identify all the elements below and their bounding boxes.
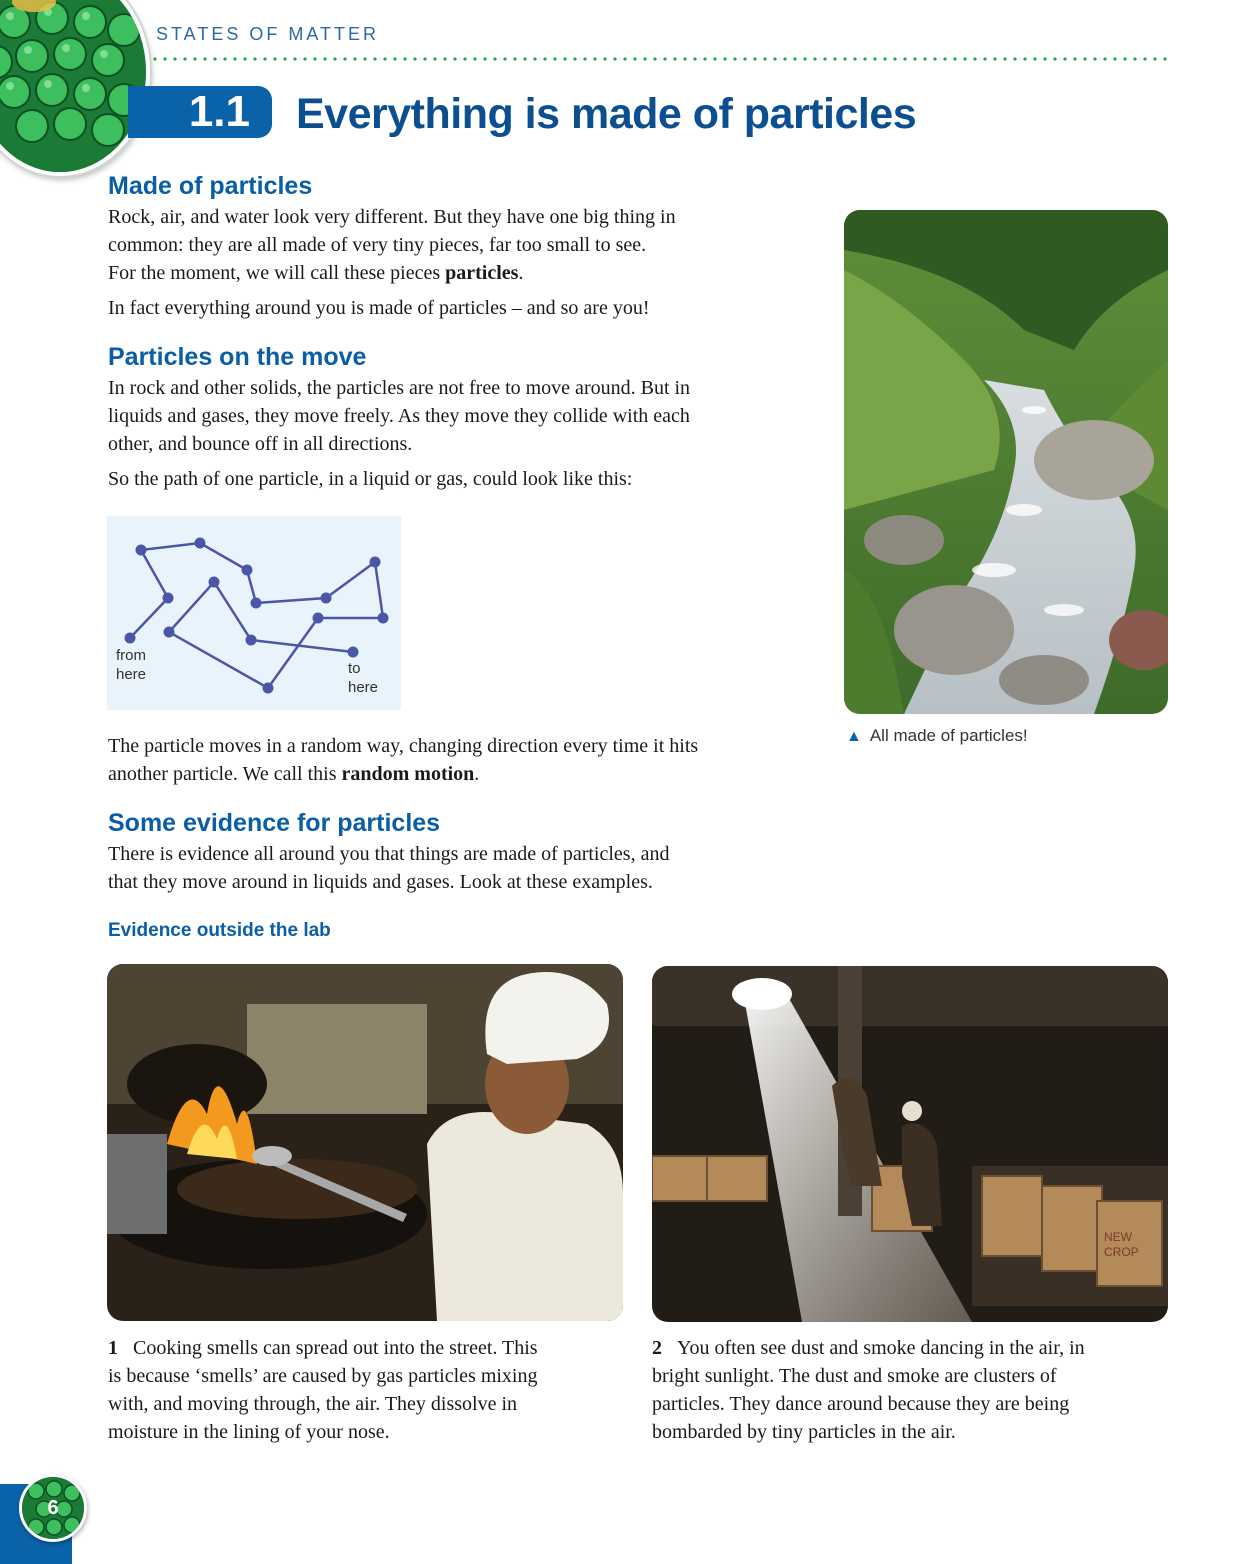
text-line: with, and moving through, the air. They dissolve in [108, 1393, 518, 1415]
label-line: here [116, 666, 147, 683]
example-1-caption [108, 1334, 624, 1446]
label-line: to [348, 660, 361, 677]
paragraph [108, 840, 808, 896]
subheading: Evidence outside the lab [108, 920, 331, 941]
particle-point [242, 565, 253, 576]
chef-cooking-photo [107, 964, 623, 1321]
example-2-caption [652, 1334, 1168, 1446]
particle-point [321, 593, 332, 604]
sunlight-dust-photo [652, 966, 1168, 1322]
punctuation: . [518, 262, 524, 284]
text-line: is because ‘smells’ are caused by gas particles mixing [108, 1365, 538, 1387]
section-heading: Particles on the move [108, 343, 367, 371]
paragraph [652, 1334, 1168, 1446]
example-number: 2 [652, 1337, 662, 1359]
text-line: There is evidence all around you that things are made of particles, and [108, 843, 670, 865]
section-number: 1.1 [128, 86, 272, 138]
text-line: common: they are all made of very tiny pieces, far too small to see. [108, 234, 647, 256]
paragraph: In fact everything around you is made of particles – and so are you! [108, 297, 650, 319]
stream-photo [844, 210, 1168, 714]
particle-point [163, 593, 174, 604]
particle-path [130, 543, 383, 688]
page-number: 6 [47, 1497, 59, 1519]
section-heading: Made of particles [108, 172, 313, 200]
particle-point [246, 635, 257, 646]
section-made-of-particles [108, 172, 808, 322]
example-number: 1 [108, 1337, 118, 1359]
label-line: here [348, 679, 379, 696]
particle-point [164, 627, 175, 638]
triangle-marker-icon: ▲ [846, 728, 862, 745]
page-title: Everything is made of particles [296, 90, 917, 138]
stream-caption [846, 726, 1028, 746]
paragraph: So the path of one particle, in a liquid or gas, could look like this: [108, 468, 633, 490]
crate-text: NEW [1104, 1230, 1132, 1244]
text-line: In rock and other solids, the particles are not free to move around. But in [108, 377, 691, 399]
text-line: Cooking smells can spread out into the street. This [133, 1337, 538, 1359]
caption-text: All made of particles! [869, 726, 1028, 745]
text-line: The particle moves in a random way, changing direction every time it hits [108, 735, 699, 757]
dotted-divider [150, 56, 1170, 62]
particle-point [263, 683, 274, 694]
punctuation: . [474, 763, 480, 785]
particle-point [251, 598, 262, 609]
text-line: that they move around in liquids and gases. Look at these examples. [108, 871, 653, 893]
paragraph [108, 1334, 624, 1446]
random-motion-diagram [107, 516, 401, 710]
text-line: moisture in the lining of your nose. [108, 1421, 390, 1443]
text-line: particles. They dance around because they are being [652, 1393, 1070, 1415]
text-line: You often see dust and smoke dancing in the air, in [677, 1337, 1085, 1359]
particle-point [348, 647, 359, 658]
paragraph [108, 203, 808, 287]
to-here-label [348, 659, 378, 697]
text-line: Rock, air, and water look very different. But they have one big thing in [108, 206, 676, 228]
paragraph [108, 374, 808, 458]
particle-point [136, 545, 147, 556]
label-line: from [116, 647, 146, 664]
crate-text: CROP [1104, 1245, 1139, 1259]
particle-point [125, 633, 136, 644]
particle-point [378, 613, 389, 624]
from-here-label [116, 646, 146, 684]
particle-point [209, 577, 220, 588]
text-line: bombarded by tiny particles in the air. [652, 1421, 956, 1443]
particle-point [370, 557, 381, 568]
section-label: STATES OF MATTER [156, 24, 379, 44]
text-line: bright sunlight. The dust and smoke are clusters of [652, 1365, 1057, 1387]
key-term: particles [445, 262, 519, 284]
section-heading: Some evidence for particles [108, 809, 441, 837]
text-line: For the moment, we will call these pieces [108, 262, 446, 284]
text-line: other, and bounce off in all directions. [108, 433, 413, 455]
section-particles-on-move [108, 343, 808, 493]
particle-point [313, 613, 324, 624]
key-term: random motion [341, 763, 475, 785]
section-evidence [108, 809, 808, 942]
text-line: another particle. We call this [108, 763, 342, 785]
text-line: liquids and gases, they move freely. As they move they collide with each [108, 405, 690, 427]
paragraph [108, 732, 808, 788]
random-motion-text [108, 732, 808, 788]
particle-point [195, 538, 206, 549]
